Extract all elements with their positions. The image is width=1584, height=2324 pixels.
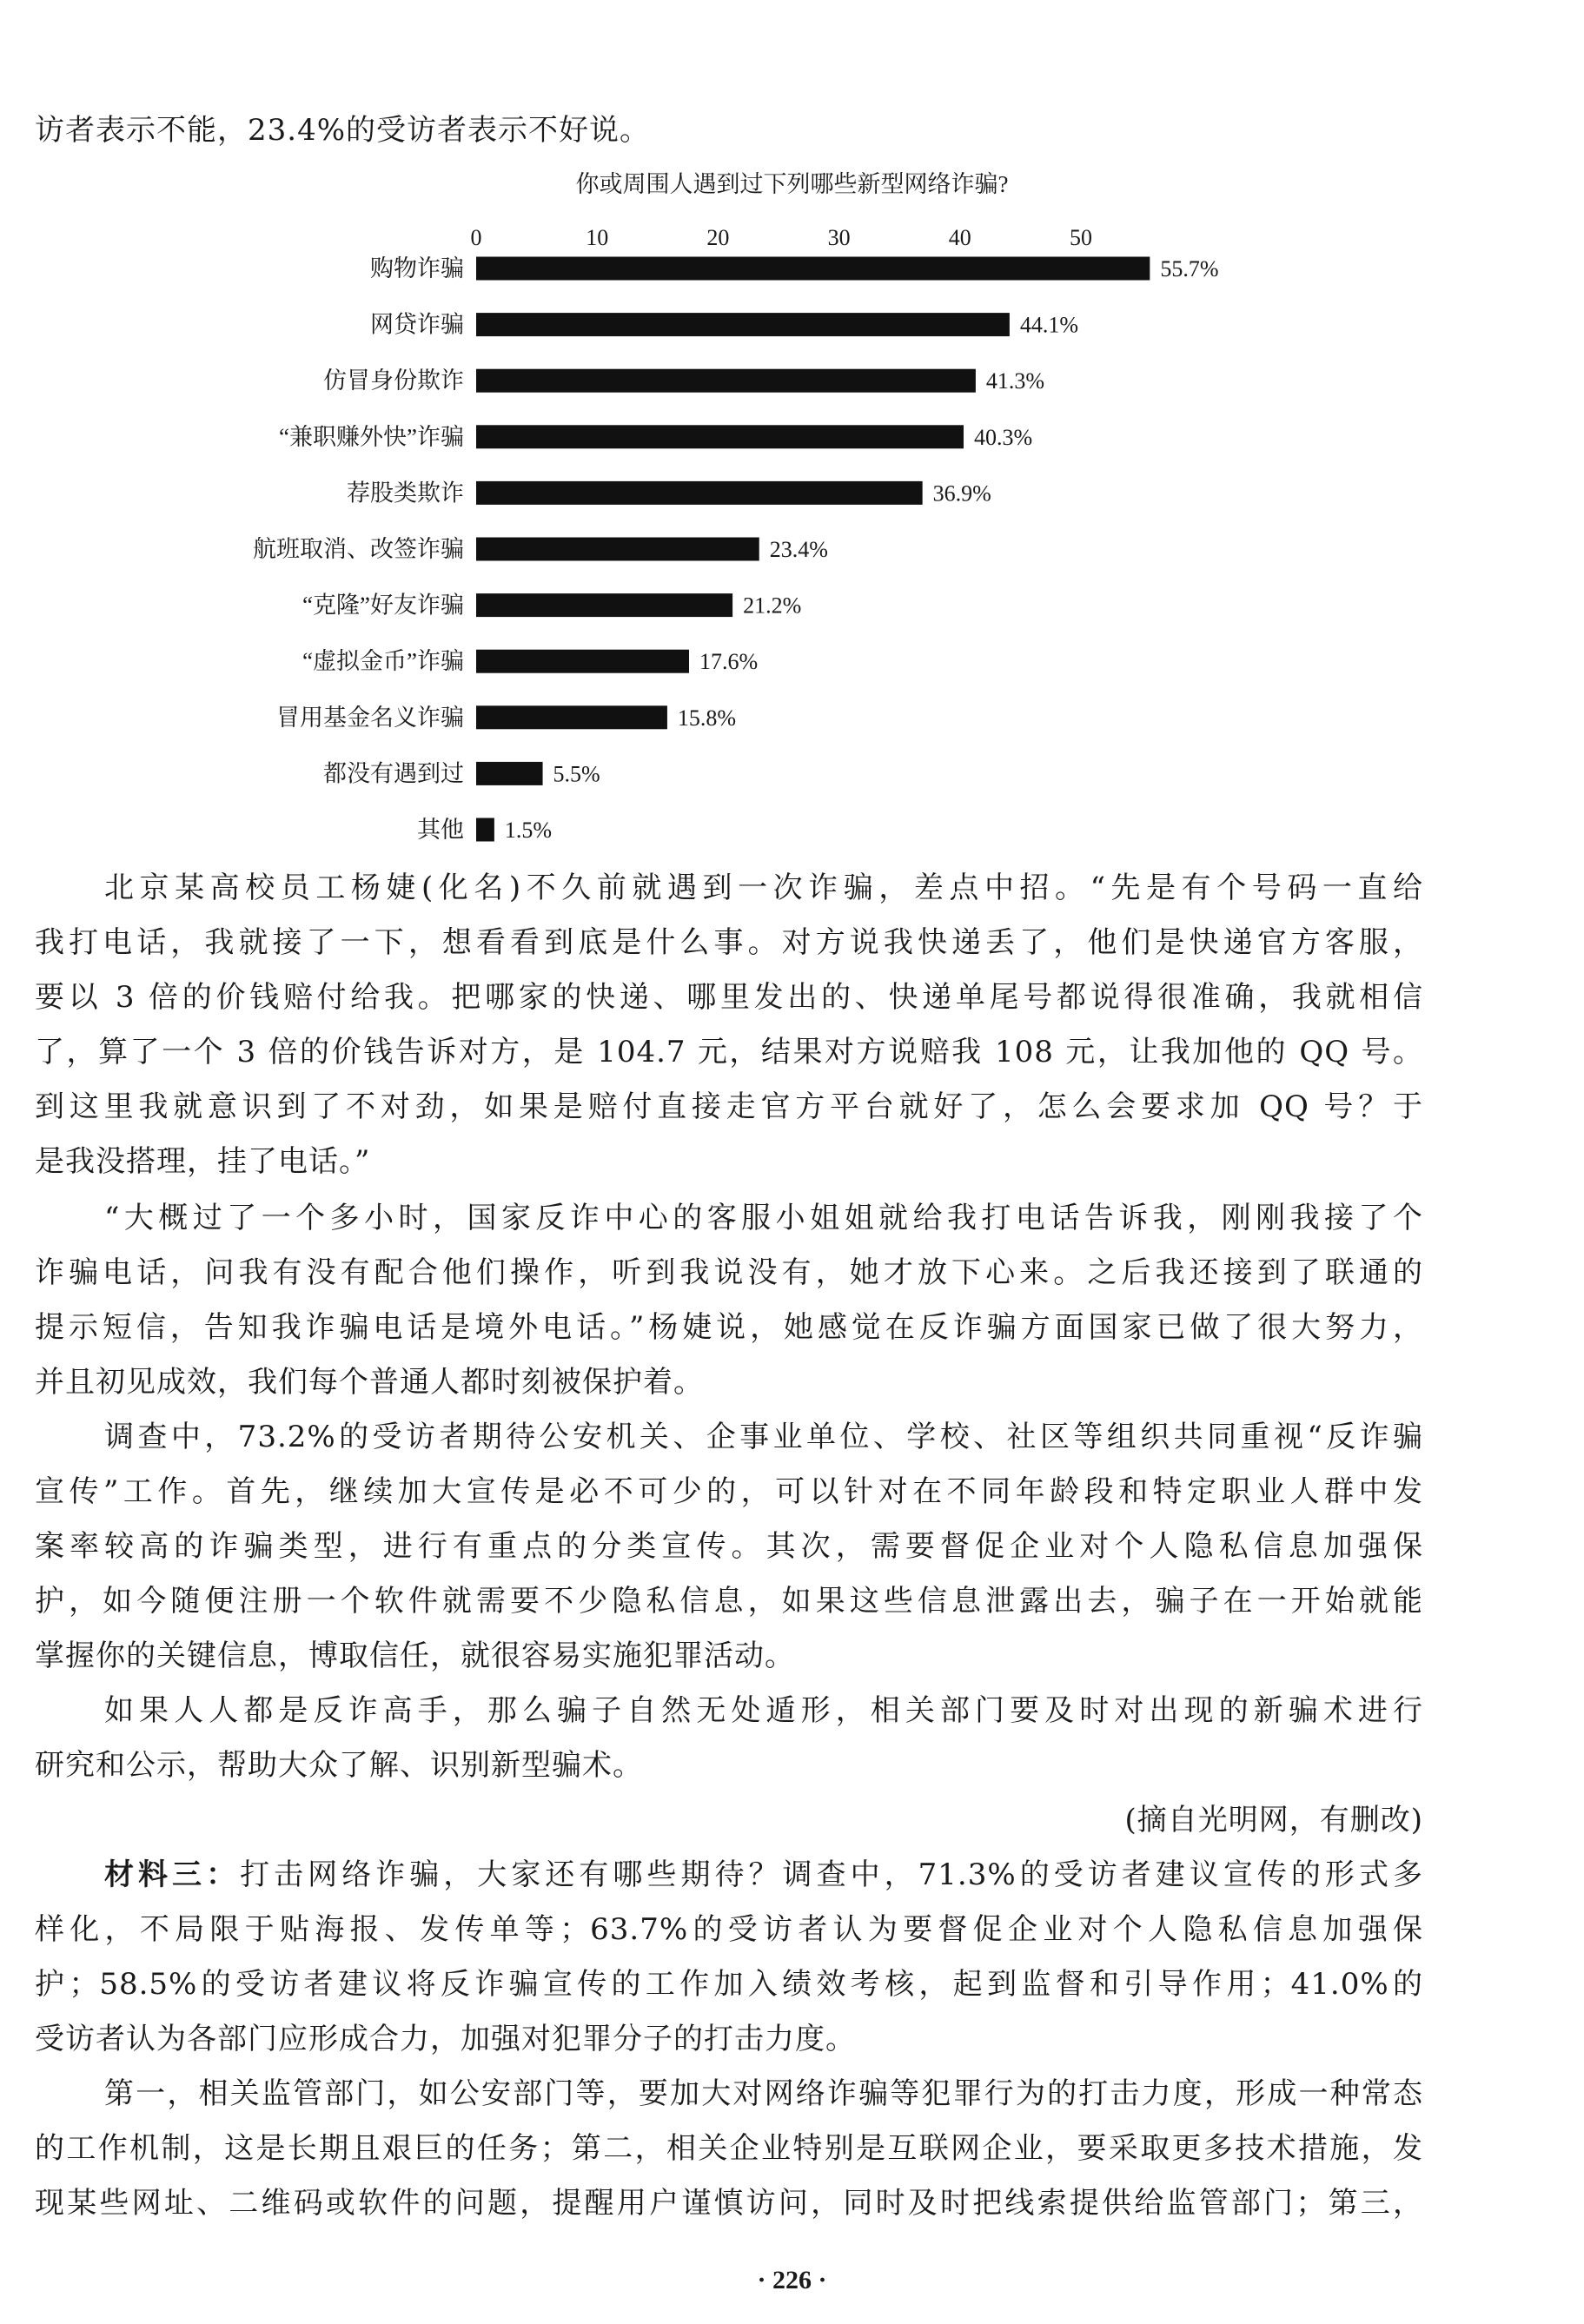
category-label: 都没有遇到过	[323, 760, 464, 787]
text-line: 提示短信，告知我诈骗电话是境外电话。”杨婕说，她感觉在反诈骗方面国家已做了很大努力，	[35, 1310, 1423, 1345]
category-label: 仿冒身份欺诈	[323, 367, 464, 394]
text-span: 打击网络诈骗，大家还有哪些期待？调查中，71.3%的受访者建议宣传的形式多	[240, 1857, 1423, 1892]
bar	[476, 313, 1010, 336]
bar	[476, 481, 923, 505]
x-tick-label: 40	[948, 225, 971, 250]
bar	[476, 593, 732, 617]
text-line: 的工作机制，这是长期且艰巨的任务；第二，相关企业特别是互联网企业，要采取更多技术措施，发	[35, 2131, 1423, 2166]
text-line: 护；58.5%的受访者建议将反诈骗宣传的工作加入绩效考核，起到监督和引导作用；41.0%的	[35, 1967, 1423, 2002]
value-label: 55.7%	[1160, 256, 1219, 281]
x-tick-label: 50	[1070, 225, 1092, 250]
text-line: 护，如今随便注册一个软件就需要不少隐私信息，如果这些信息泄露出去，骗子在一开始就能	[35, 1584, 1423, 1619]
value-label: 36.9%	[932, 480, 991, 507]
text-line: 了，算了一个 3 倍的价钱告诉对方，是 104.7 元，结果对方说赔我 108 元，让我加他的 QQ 号。	[35, 1035, 1423, 1069]
x-axis-ticks	[471, 225, 1093, 250]
text-line: 案率较高的诈骗类型，进行有重点的分类宣传。其次，需要督促企业对个人隐私信息加强保	[35, 1529, 1423, 1564]
value-label: 17.6%	[699, 649, 759, 675]
bar	[476, 650, 689, 673]
text-line: 诈骗电话，问我有没有配合他们操作，听到我说没有，她才放下心来。之后我还接到了联通的	[35, 1255, 1423, 1290]
value-label: 44.1%	[1019, 312, 1079, 338]
category-label: 其他	[417, 817, 464, 843]
x-tick-label: 30	[827, 225, 851, 250]
bar	[476, 705, 667, 729]
category-label: “克隆”好友诈骗	[302, 592, 464, 619]
value-label: 21.2%	[743, 593, 802, 619]
text-line: 是我没搭理，挂了电话。”	[35, 1144, 371, 1179]
text-line: 到这里我就意识到了不对劲，如果是赔付直接走官方平台就好了，怎么会要求加 QQ 号？于	[35, 1089, 1423, 1124]
text-line: 受访者认为各部门应形成合力，加强对犯罪分子的打击力度。	[35, 2022, 856, 2056]
value-label: 15.8%	[677, 705, 737, 731]
bar	[476, 818, 494, 842]
bar-chart	[0, 0, 1584, 869]
text-line: 要以 3 倍的价钱赔付给我。把哪家的快递、哪里发出的、快递单尾号都说得很准确，我就相信	[35, 980, 1423, 1015]
text-line: 掌握你的关键信息，博取信任，就很容易实施犯罪活动。	[35, 1639, 795, 1673]
bars	[253, 255, 1219, 843]
value-label: 41.3%	[985, 368, 1045, 394]
chart-title: 你或周围人遇到过下列哪些新型网络诈骗?	[575, 171, 1009, 197]
text-line: 访者表示不能，23.4%的受访者表示不好说。	[35, 113, 651, 148]
bar	[476, 369, 976, 393]
value-label: 5.5%	[553, 761, 600, 787]
source-citation: (摘自光明网，有删改)	[1124, 1803, 1423, 1837]
text-line: 调查中，73.2%的受访者期待公安机关、企事业单位、学校、社区等组织共同重视“反诈骗	[104, 1420, 1423, 1454]
text-line: 现某些网址、二维码或软件的问题，提醒用户谨慎访问，同时及时把线索提供给监管部门；第三，	[35, 2186, 1423, 2221]
bar	[476, 762, 543, 785]
text-line: 研究和公示，帮助大众了解、识别新型骗术。	[35, 1748, 643, 1783]
bar	[476, 538, 759, 561]
text-line: 宣传”工作。首先，继续加大宣传是必不可少的，可以针对在不同年龄段和特定职业人群中发	[35, 1474, 1423, 1509]
x-tick-label: 20	[706, 225, 730, 250]
category-label: 荐股类欺诈	[347, 480, 464, 507]
bar	[476, 425, 964, 448]
category-label: 网贷诈骗	[370, 311, 464, 338]
material-label: 材料三：	[104, 1857, 241, 1892]
bar	[476, 257, 1150, 281]
text-line: “大概过了一个多小时，国家反诈中心的客服小姐姐就给我打电话告诉我，刚刚我接了个	[104, 1201, 1423, 1235]
category-label: “虚拟金币”诈骗	[302, 648, 464, 675]
value-label: 1.5%	[504, 818, 553, 843]
text-line: 样化，不局限于贴海报、发传单等；63.7%的受访者认为要督促企业对个人隐私信息加强保	[35, 1912, 1423, 1947]
category-label: 航班取消、改签诈骗	[253, 536, 464, 562]
x-tick-label: 0	[470, 225, 482, 250]
text-line: 第一，相关监管部门，如公安部门等，要加大对网络诈骗等犯罪行为的打击力度，形成一种常态	[104, 2076, 1423, 2111]
text-line: 如果人人都是反诈高手，那么骗子自然无处遁形，相关部门要及时对出现的新骗术进行	[104, 1693, 1423, 1728]
text-line: 北京某高校员工杨婕(化名)不久前就遇到一次诈骗，差点中招。“先是有个号码一直给	[104, 871, 1423, 905]
x-tick-label: 10	[586, 225, 609, 250]
text-line: 我打电话，我就接了一下，想看看到底是什么事。对方说我快递丢了，他们是快递官方客服，	[35, 925, 1423, 960]
text-line	[104, 1856, 1423, 1894]
value-label: 23.4%	[769, 537, 828, 562]
category-label: 购物诈骗	[370, 255, 464, 281]
value-label: 40.3%	[973, 424, 1033, 450]
category-label: 冒用基金名义诈骗	[276, 704, 464, 731]
text-line: 并且初见成效，我们每个普通人都时刻被保护着。	[35, 1365, 704, 1400]
page-number: · 226 ·	[757, 2266, 827, 2294]
category-label: “兼职赚外快”诈骗	[279, 423, 464, 450]
